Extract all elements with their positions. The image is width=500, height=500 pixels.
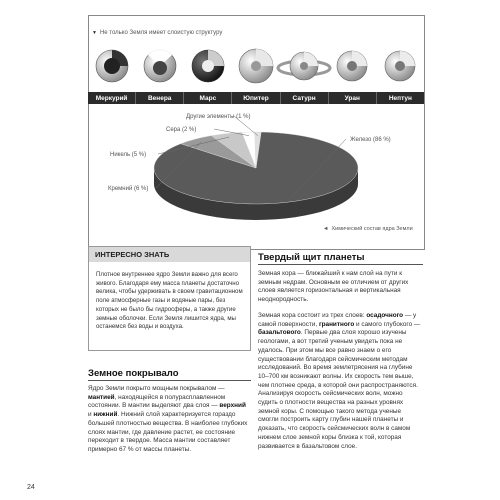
planet-mercury-image (96, 50, 128, 82)
planet-saturn-image (278, 52, 330, 80)
pie-slice-label: Никель (5 %) (110, 152, 147, 158)
fact-box-title: ИНТЕРЕСНО ЗНАТЬ (89, 247, 250, 262)
pie-slice-label: Кремний (6 %) (108, 186, 149, 192)
planet-label: Нептун (388, 94, 412, 102)
page-number: 24 (27, 484, 35, 491)
fact-box (88, 246, 251, 351)
section-title-shield: Твердый щит планеты (258, 252, 365, 263)
core-composition-chart (88, 110, 424, 245)
term-sedimentary: осадочного (366, 312, 404, 319)
section-divider (258, 264, 423, 265)
planet-label: Марс (184, 92, 232, 104)
chart-caption: ◄ Химический состав ядра Земли (323, 226, 413, 232)
planet-label: Меркурий (88, 92, 136, 104)
pie-chart-svg (88, 110, 424, 245)
triangle-left-icon: ◄ (323, 226, 329, 232)
pie-slice-label: Сера (2 %) (166, 127, 197, 133)
planet-uranus-image (337, 51, 367, 81)
pie-slice-label: Железо (86 %) (350, 137, 391, 143)
term-lower: нижний (93, 411, 118, 419)
section-divider (88, 380, 251, 381)
planet-images (88, 43, 424, 91)
section-title-cover: Земное покрывало (88, 368, 179, 379)
planet-label: Сатурн (281, 92, 329, 104)
cover-paragraph: Ядро Земли покрыто мощным покрывалом — мантией, находящейся в полурасплавленном состоянии. В мантии выделяют два слоя — верхний и нижний. Нижний слой характеризуется гораздо большей плотностью вещества. В наиболее глубоких слоях мантии, где давление растет, ее состояние переходит в твердое. Масса мантии составляет примерно 67 % от массы планеты. (88, 385, 248, 453)
pie-slice-label: Другие элементы (1 %) (186, 114, 251, 120)
shield-paragraph-2: Земная кора состоит из трех слоев: осадочного — у самой поверхности, гранитного и самого глубокого — базальтового. Первые два слоя хорошо изучены геологами, а вот третий ученым увидеть пока не удалось. При этом мы все равно знаем о его существовании благодаря сейсмическим методам исследований. Во время землетрясения на глубине 10–700 км возникают волны. Их скорость тем выше, чем плотнее среда, в которой они распространяются. Анализируя скорость сейсмических волн, можно судить о плотности вещества на разных уровнях земной коры. С помощью такого метода ученые смогли построить карту глубин нашей планеты и доказать, что скорость сейсмических волн в самом нижнем слое земной коры близка к той, которая развивается в базальтовом слое. (258, 312, 421, 450)
planet-mars-image (192, 50, 224, 82)
fact-box-text: Плотное внутреннее ядро Земли важно для всего живого. Благодаря ему масса планеты достаточно велика, чтобы удерживать в своем гравитационном поле атмосферные газы и водяные пары, без которых не было бы гидросферы, а также другие земные оболочки. Если Земля лишится ядра, мы останемся без воды и воздуха. (96, 271, 243, 331)
term-upper: верхний (219, 402, 246, 410)
planet-strip-caption: ▼ Не только Земля имеет слоистую структуру (92, 30, 223, 36)
term-mantle: мантией (88, 393, 115, 401)
planet-venus-image (144, 50, 176, 82)
planet-label: Уран (329, 92, 377, 104)
planet-jupiter-image (239, 49, 273, 83)
planet-label: Венера (136, 92, 184, 104)
term-basalt: базальтового (258, 329, 301, 337)
triangle-down-icon: ▼ (92, 30, 97, 36)
planet-label-bar (88, 92, 424, 104)
planets-svg (88, 43, 424, 91)
shield-paragraph-1: Земная кора — ближайший к нам слой на пути к земным недрам. Основным ее отличием от других слоев является горизонтальная и вертикальная неоднородность. (258, 270, 409, 304)
term-granite: гранитного (318, 320, 355, 328)
planet-label: Юпитер (232, 92, 280, 104)
planet-neptune-image (385, 51, 415, 81)
